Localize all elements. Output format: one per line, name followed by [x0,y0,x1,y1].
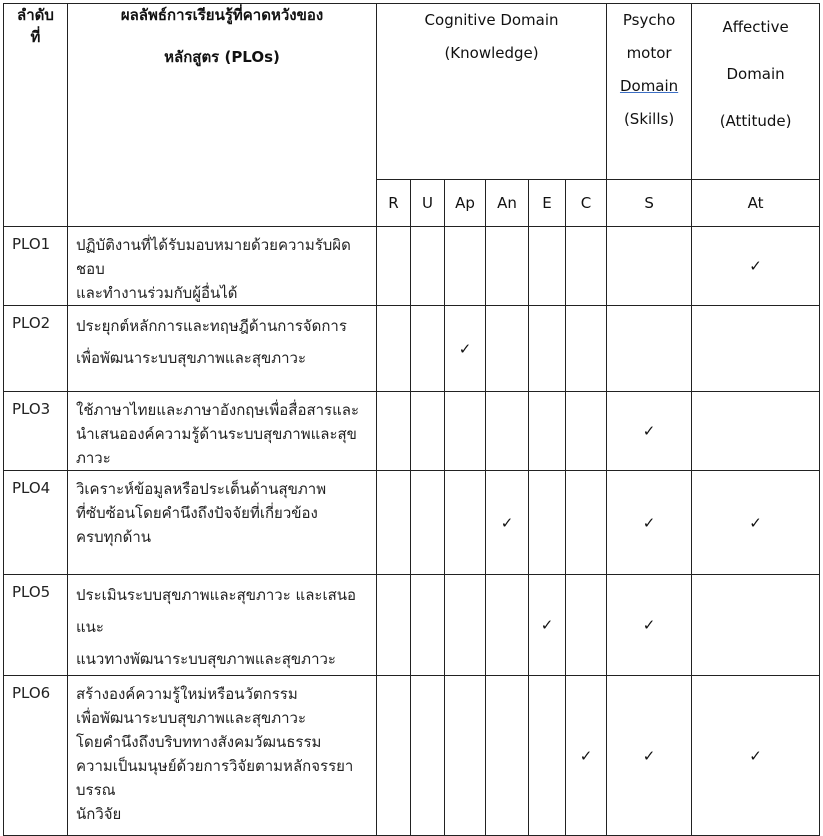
header-psycho-line3: Domain [619,77,679,95]
header-affective-line3: (Attitude) [719,112,792,130]
check-cell-at [692,306,820,392]
plo-description-line: ที่ซับซ้อนโดยคำนึงถึงปัจจัยที่เกี่ยวข้อง [76,504,318,522]
header-affective-line1: Affective [722,18,789,36]
check-cell-r [377,392,411,471]
plo-description-line: ครบทุกด้าน [76,528,151,546]
check-cell-e [529,676,566,836]
plo-description-line: นักวิจัย [76,805,122,823]
check-cell-at [692,575,820,676]
check-cell-r [377,471,411,575]
check-cell-c [566,392,607,471]
plo-id: PLO4 [4,471,68,575]
plo-description [68,227,377,306]
check-cell-s: ✓ [607,676,692,836]
header-no-line1: ลำดับ [17,6,54,24]
check-cell-ap [445,676,486,836]
header-plo-line1: ผลลัพธ์การเรียนรู้ที่คาดหวังของ [120,6,324,24]
check-cell-ap [445,227,486,306]
table-row [4,676,820,836]
check-cell-e: ✓ [529,575,566,676]
check-cell-u [411,227,445,306]
check-cell-s: ✓ [607,392,692,471]
plo-body [4,227,820,836]
plo-mapping-table [3,3,820,836]
check-cell-s: ✓ [607,471,692,575]
check-cell-an [486,227,529,306]
check-cell-ap [445,392,486,471]
check-cell-c [566,471,607,575]
check-cell-r [377,306,411,392]
plo-description-line: ประเมินระบบสุขภาพและสุขภาวะ และเสนอแนะ [76,586,357,636]
subheader-u: U [411,180,445,227]
check-cell-s [607,227,692,306]
subheader-ap: Ap [445,180,486,227]
table-row [4,306,820,392]
header-psycho-line1: Psycho [622,11,676,29]
header-affective-line2: Domain [726,65,785,83]
check-cell-r [377,575,411,676]
check-cell-an: ✓ [486,471,529,575]
plo-description [68,676,377,836]
check-cell-u [411,471,445,575]
plo-description-line: แนวทางพัฒนาระบบสุขภาพและสุขภาวะ [76,650,336,668]
check-cell-r [377,227,411,306]
check-cell-e [529,227,566,306]
check-cell-an [486,676,529,836]
table-row [4,392,820,471]
check-cell-c [566,227,607,306]
header-psycho-line2: motor [626,44,672,62]
header-plo [68,4,377,227]
check-cell-e [529,306,566,392]
table-row [4,227,820,306]
plo-description-line: สร้างองค์ความรู้ใหม่หรือนวัตกรรม [76,685,298,703]
check-cell-c: ✓ [566,676,607,836]
plo-description [68,575,377,676]
plo-description-line: ประยุกต์หลักการและทฤษฎีด้านการจัดการ [76,317,347,335]
plo-id: PLO3 [4,392,68,471]
check-cell-u [411,575,445,676]
header-no-line2: ที่ [30,28,41,46]
header-cognitive-line1: Cognitive Domain [424,11,559,29]
table-row [4,471,820,575]
header-cognitive-domain [377,4,607,180]
plo-id: PLO5 [4,575,68,676]
check-cell-at: ✓ [692,227,820,306]
table-row [4,575,820,676]
subheader-at: At [692,180,820,227]
header-plo-line2: หลักสูตร (PLOs) [164,48,280,66]
header-psychomotor-domain [607,4,692,180]
check-cell-an [486,392,529,471]
check-cell-an [486,306,529,392]
subheader-s: S [607,180,692,227]
plo-description-line: โดยคำนึงถึงบริบททางสังคมวัฒนธรรม [76,733,322,751]
plo-description-line: ใช้ภาษาไทยและภาษาอังกฤษเพื่อสื่อสารและ [76,401,360,419]
plo-description-line: และทำงานร่วมกับผู้อื่นได้ [76,284,238,302]
subheader-r: R [377,180,411,227]
plo-description-line: เพื่อพัฒนาระบบสุขภาพและสุขภาวะ [76,349,307,367]
check-cell-ap: ✓ [445,306,486,392]
plo-id: PLO1 [4,227,68,306]
check-cell-c [566,575,607,676]
plo-description-line: เพื่อพัฒนาระบบสุขภาพและสุขภาวะ [76,709,307,727]
check-cell-s [607,306,692,392]
plo-description [68,306,377,392]
subheader-c: C [566,180,607,227]
check-cell-e [529,392,566,471]
plo-id: PLO6 [4,676,68,836]
check-cell-r [377,676,411,836]
plo-description [68,471,377,575]
check-cell-at: ✓ [692,471,820,575]
plo-description-line: นำเสนอองค์ความรู้ด้านระบบสุขภาพและสุขภาวะ [76,425,357,467]
check-cell-u [411,676,445,836]
header-row [4,4,820,180]
plo-description-line: ปฏิบัติงานที่ได้รับมอบหมายด้วยความรับผิดชอบ [76,236,351,278]
check-cell-u [411,392,445,471]
check-cell-ap [445,471,486,575]
subheader-e: E [529,180,566,227]
check-cell-at [692,392,820,471]
check-cell-e [529,471,566,575]
subheader-an: An [486,180,529,227]
check-cell-u [411,306,445,392]
header-cognitive-line2: (Knowledge) [444,44,539,62]
plo-description [68,392,377,471]
check-cell-an [486,575,529,676]
check-cell-c [566,306,607,392]
header-psycho-line4: (Skills) [623,110,675,128]
header-affective-domain [692,4,820,180]
check-cell-s: ✓ [607,575,692,676]
plo-description-line: วิเคราะห์ข้อมูลหรือประเด็นด้านสุขภาพ [76,480,327,498]
header-sequence-no [4,4,68,227]
check-cell-ap [445,575,486,676]
plo-description-line: ความเป็นมนุษย์ด้วยการวิจัยตามหลักจรรยาบรรณ [76,757,354,799]
plo-id: PLO2 [4,306,68,392]
check-cell-at: ✓ [692,676,820,836]
